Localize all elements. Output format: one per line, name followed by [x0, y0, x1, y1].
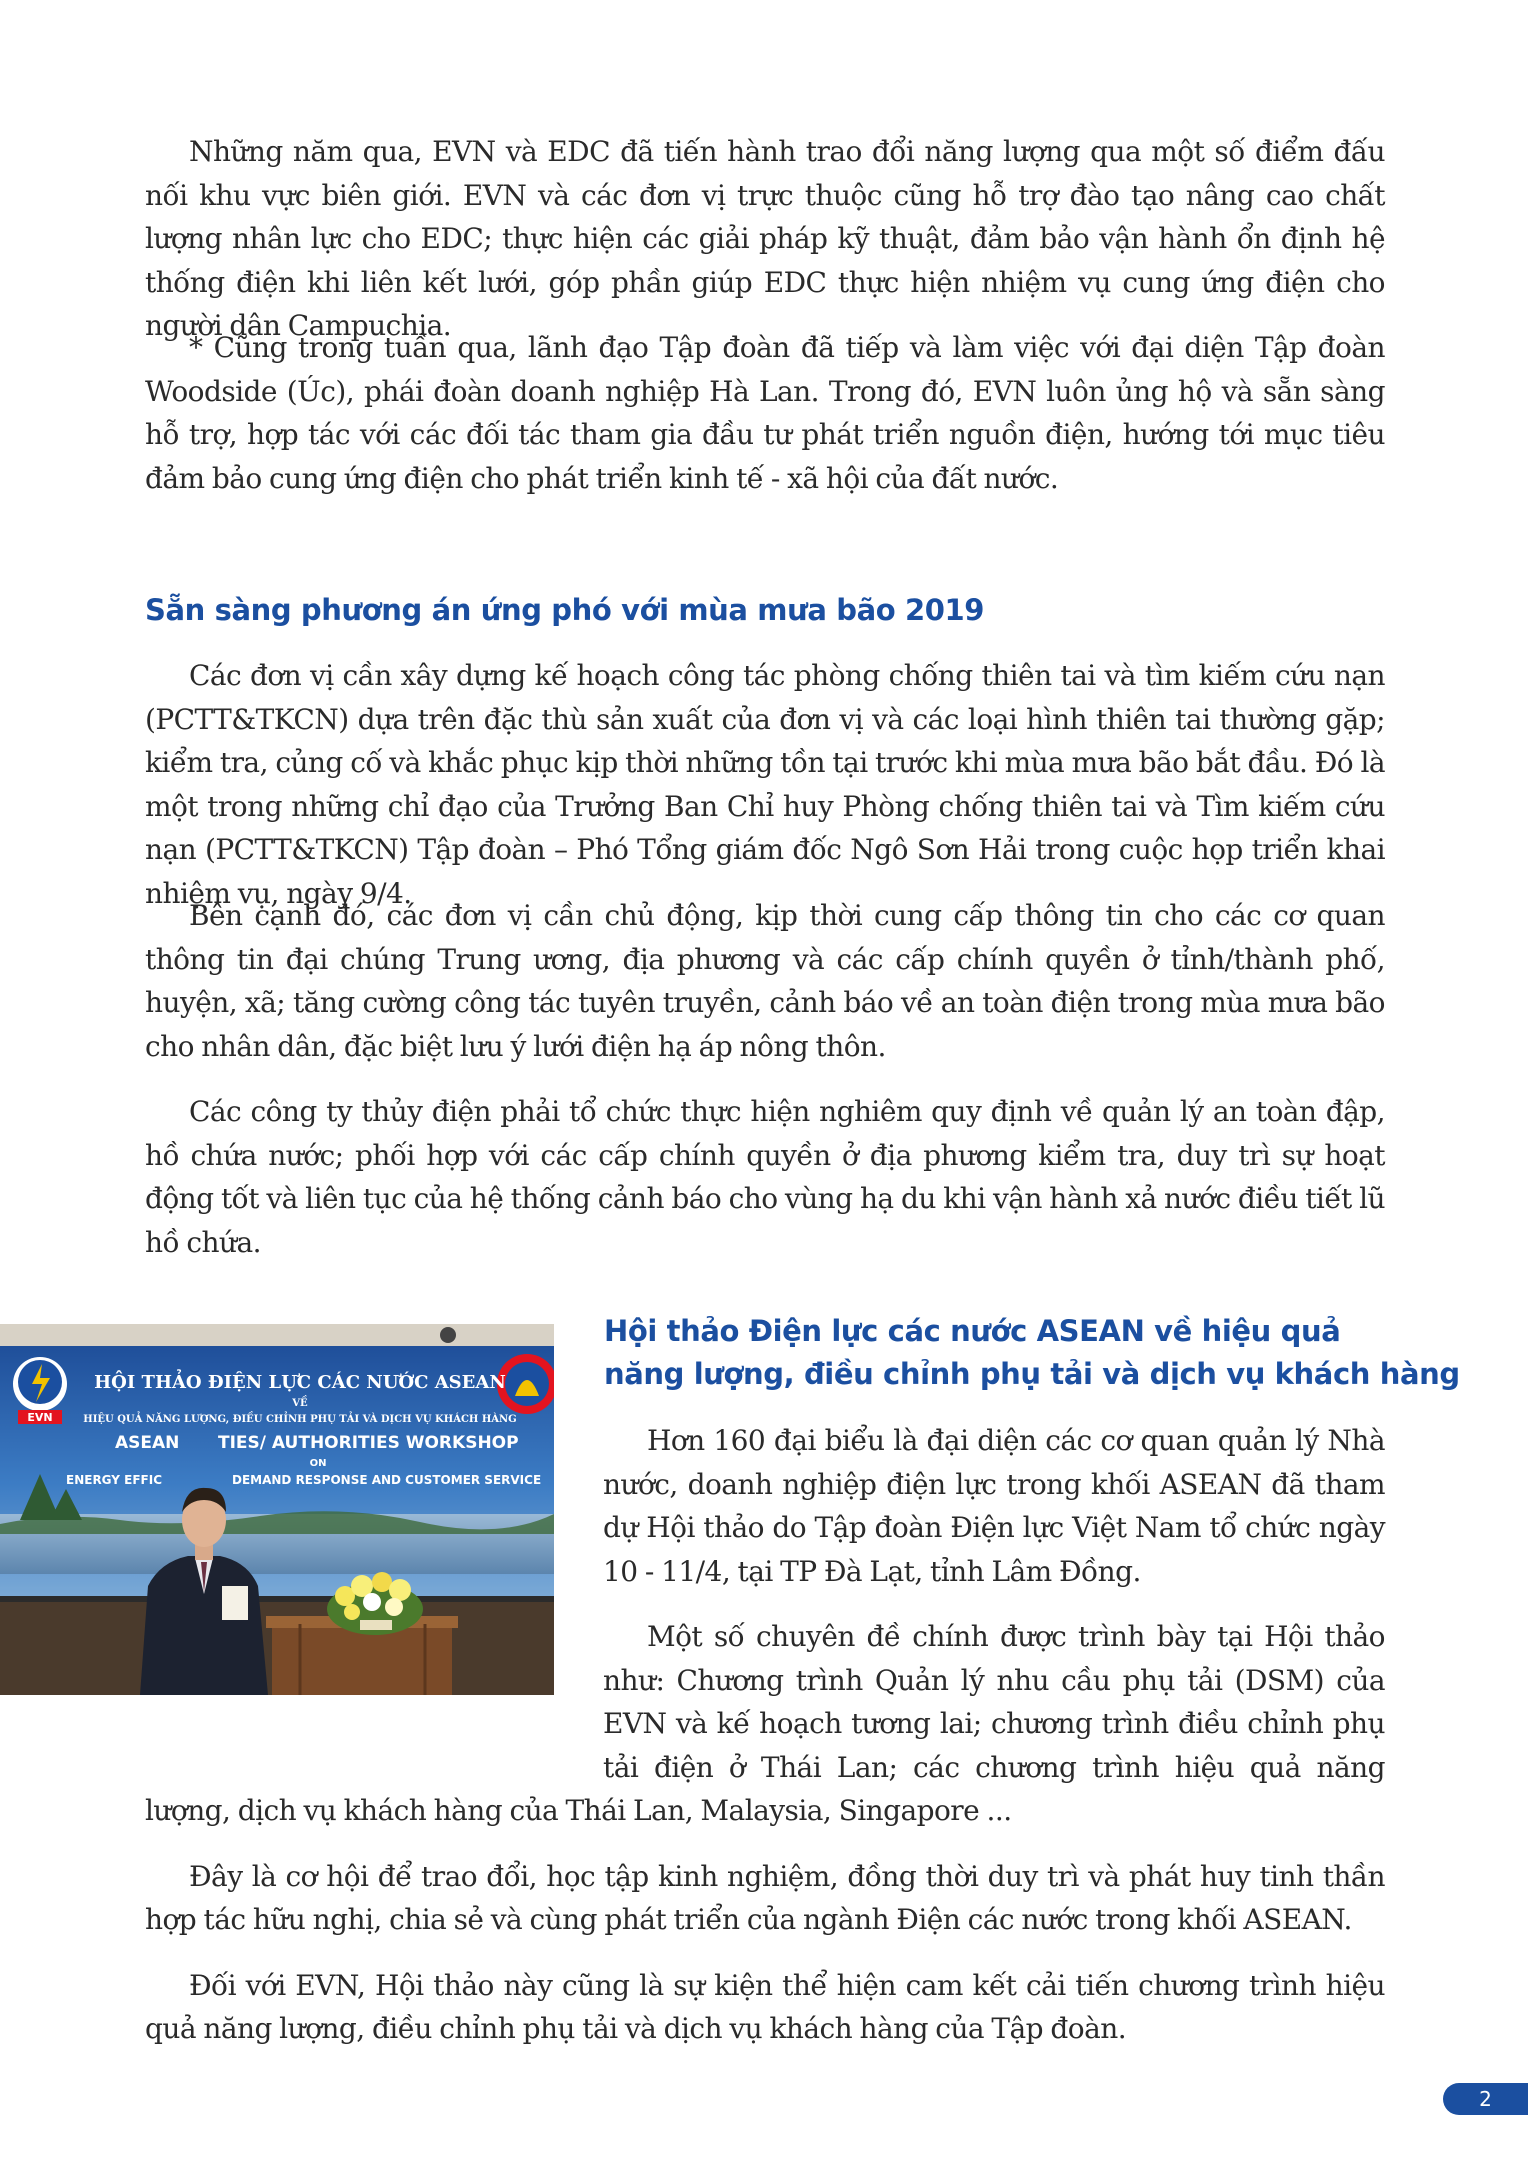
banner-about: VỀ — [292, 1398, 308, 1409]
paragraph-evn-edc: Những năm qua, EVN và EDC đã tiến hành trao đổi năng lượng qua một số điểm đấu nối khu vực biên giới. EVN và các đơn vị trực thuộc cũng hỗ trợ đào tạo nâng cao chất lượng nhân lực cho EDC; thực hiện các giải pháp kỹ thuật, đảm bảo vận hành ổn định hệ thống điện khi liên kết lưới, góp phần giúp EDC thực hiện nhiệm vụ cung ứng điện cho người dân Campuchia. — [145, 135, 1385, 342]
banner-asean: ASEAN — [115, 1433, 180, 1453]
paragraph-delegates: Hơn 160 đại biểu là đại diện các cơ quan quản lý Nhà nước, doanh nghiệp điện lực trong khối ASEAN đã tham dự Hội thảo do Tập đoàn Điện lực Việt Nam tổ chức ngày 10 - 11/4, tại TP Đà Lạt, tỉnh Lâm Đồng. — [603, 1424, 1385, 1588]
heading-asean-line1: Hội thảo Điện lực các nước ASEAN về hiệu quả — [604, 1314, 1341, 1348]
paragraph-topics: Một số chuyên đề chính được trình bày tại Hội thảo như: Chương trình Quản lý nhu cầu phụ tải (DSM) của EVN và kế hoạch tương lai; chương trình điều chỉnh phụ tải điện ở Thái Lan; các chương trình hiệu quả năng lượng, dịch vụ khách hàng của Thái Lan, Malaysia, Singapore ... — [145, 1620, 1385, 1827]
banner-demand: DEMAND RESPONSE AND CUSTOMER SERVICE — [232, 1473, 542, 1487]
heading-asean-line2: năng lượng, điều chỉnh phụ tải và dịch vụ khách hàng — [604, 1357, 1460, 1391]
heading-storm-season: Sẵn sàng phương án ứng phó với mùa mưa bão 2019 — [145, 593, 985, 627]
paragraph-pctt-plan: Các đơn vị cần xây dựng kế hoạch công tác phòng chống thiên tai và tìm kiếm cứu nạn (PCTT&TKCN) dựa trên đặc thù sản xuất của đơn vị và các loại hình thiên tai thường gặp; kiểm tra, củng cố và khắc phục kịp thời những tồn tại trước khi mùa mưa bão bắt đầu. Đó là một trong những chỉ đạo của Trưởng Ban Chỉ huy Phòng chống thiên tai và Tìm kiếm cứu nạn (PCTT&TKCN) Tập đoàn – Phó Tổng giám đốc Ngô Sơn Hải trong cuộc họp triển khai nhiệm vụ, ngày 9/4. — [145, 659, 1385, 910]
paragraph-hydropower: Các công ty thủy điện phải tổ chức thực hiện nghiêm quy định về quản lý an toàn đập, hồ chứa nước; phối hợp với các cấp chính quyền ở địa phương kiểm tra, duy trì sự hoạt động tốt và liên tục của hệ thống cảnh báo cho vùng hạ du khi vận hành xả nước điều tiết lũ hồ chứa. — [145, 1095, 1385, 1259]
paragraph-opportunity: Đây là cơ hội để trao đổi, học tập kinh nghiệm, đồng thời duy trì và phát huy tinh thần hợp tác hữu nghị, chia sẻ và cùng phát triển của ngành Điện các nước trong khối ASEAN. — [145, 1859, 1385, 1936]
banner-on: ON — [309, 1458, 327, 1469]
banner-title: HỘI THẢO ĐIỆN LỰC CÁC NƯỚC ASEAN — [94, 1372, 506, 1393]
banner-workshop: TIES/ AUTHORITIES WORKSHOP — [218, 1433, 519, 1453]
paragraph-media-info: Bên cạnh đó, các đơn vị cần chủ động, kịp thời cung cấp thông tin cho các cơ quan thông tin đại chúng Trung ương, địa phương và các cấp chính quyền ở tỉnh/thành phố, huyện, xã; tăng cường công tác tuyên truyền, cảnh báo về an toàn điện trong mùa mưa bão cho nhân dân, đặc biệt lưu ý lưới điện hạ áp nông thôn. — [145, 899, 1385, 1063]
evn-logo-text: EVN — [27, 1411, 53, 1424]
photo-space — [145, 1419, 603, 1766]
heading-asean-workshop — [604, 1310, 1460, 1396]
paragraph-woodside: * Cũng trong tuần qua, lãnh đạo Tập đoàn đã tiếp và làm việc với đại diện Tập đoàn Woodside (Úc), phái đoàn doanh nghiệp Hà Lan. Trong đó, EVN luôn ủng hộ và sẵn sàng hỗ trợ, hợp tác với các đối tác tham gia đầu tư phát triển nguồn điện, hướng tới mục tiêu đảm bảo cung ứng điện cho phát triển kinh tế - xã hội của đất nước. — [145, 331, 1385, 495]
paragraph-commitment: Đối với EVN, Hội thảo này cũng là sự kiện thể hiện cam kết cải tiến chương trình hiệu quả năng lượng, điều chỉnh phụ tải và dịch vụ khách hàng của Tập đoàn. — [145, 1968, 1385, 2045]
wrap-block — [145, 1419, 1385, 2051]
page-number-badge: 2 — [1443, 2083, 1528, 2115]
banner-subtitle: HIỆU QUẢ NĂNG LƯỢNG, ĐIỀU CHỈNH PHỤ TẢI VÀ DỊCH VỤ KHÁCH HÀNG — [83, 1414, 517, 1425]
banner-energy: ENERGY EFFIC — [66, 1473, 162, 1487]
